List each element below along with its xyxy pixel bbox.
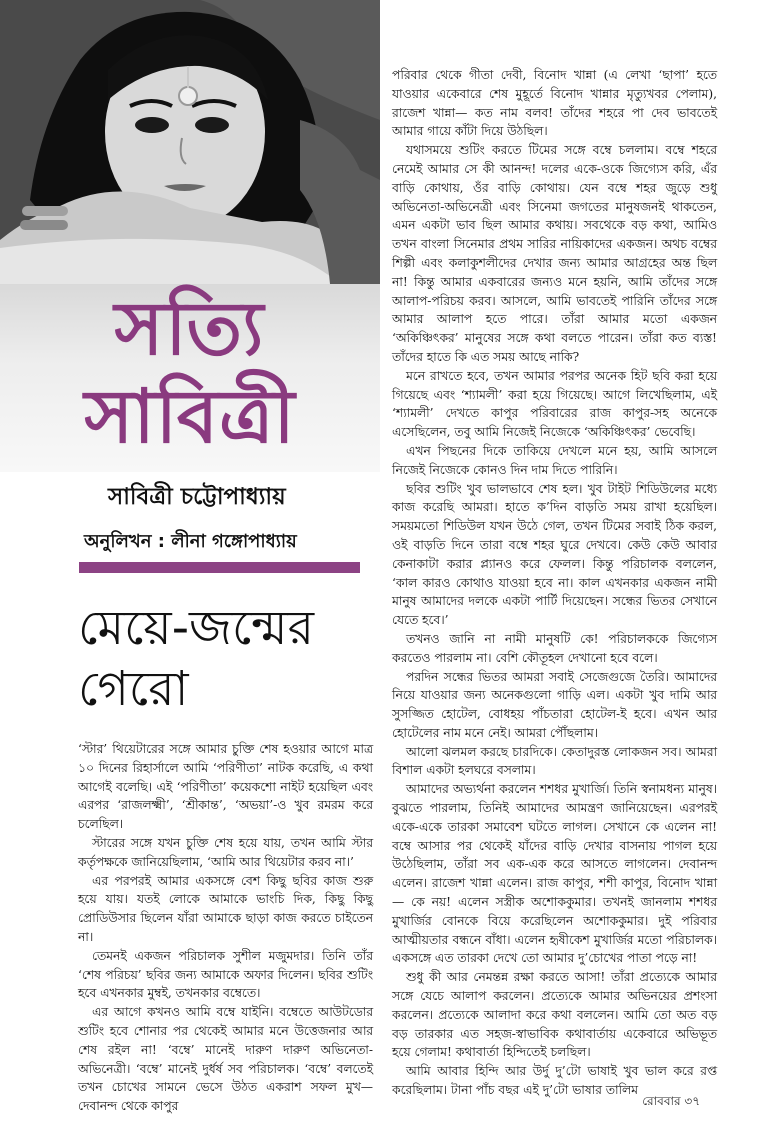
transcriber-credit: অনুলিখন : লীনা গঙ্গোপাধ্যায় [84, 531, 297, 552]
paragraph: এর পরপরই আমার একসঙ্গে বেশ কিছু ছবির কাজ শুরু হয়ে যায়। যতই লোকে আমাকে ভাংচি দিক, কিছু কিছু প্রোডিউসার ছিলেন যাঁরা আমাকে ছাড়া কাজ করতে চাইতেন না। [78, 873, 373, 944]
author-byline: সাবিত্রী চট্টোপাধ্যায় [108, 484, 286, 510]
chapter-headline [78, 598, 378, 721]
paragraph: যথাসময়ে শুটিং করতে টিমের সঙ্গে বম্বে চললাম। বম্বে শহরে নেমেই আমার সে কী আনন্দ! দলের একে-ওকে জিগ্যেস করি, এঁর বাড়ি কোথায়, ওঁর বাড়ি কোথায়। যেন বম্বে শহর জুড়ে শুধু অভিনেতা-অভিনেত্রী এবং সিনেমা জগতের মানুষজনই থাকতেন, এমন একটা ভাব ছিল আমার কথায়। সবথেকে বড় কথা, আমিও তখন বাংলা সিনেমার প্রথম সারির নায়িকাদের একজন। অথচ বম্বের শিল্পী এবং কলাকুশলীদের দেখার জন্য আমার আগ্রহের অন্ত ছিল না! কিন্তু আমার একবারের জন্যও মনে হয়নি, আমি তাঁদের সঙ্গে আলাপ-পরিচয় করব। আসলে, আমি ভাবতেই পারিনি তাঁদের সঙ্গে আমার আলাপ হতে পারে। তাঁরা আমার মতো একজন ‘অকিঞ্চিৎকর’ মানুষের সঙ্গে কথা বলতে পারেন। তাঁরা কত ব্যস্ত! তাঁদের হাতে কি এত সময় আছে নাকি? [392, 143, 717, 364]
paragraph: আমাদের অভ্যর্থনা করলেন শশধর মুখার্জি। তিনি স্বনামধন্য মানুষ। বুঝতে পারলাম, তিনিই আমাদের আমন্ত্রণ জানিয়েছেন। এরপরই একে-একে তারকা সমাবেশ ঘটতে লাগল। সেখানে কে এলেন না! বম্বে আসার পর থেকেই যাঁদের বাড়ি দেখার বাসনায় পাগল হয়ে উঠেছিলাম, তাঁরা সব এক-এক করে আসতে লাগলেন। দেবানন্দ এলেন। রাজেশ খান্না এলেন। রাজ কাপুর, শশী কাপুর, বিনোদ খান্না— কে নয়! এলেন সস্ত্রীক অশোককুমার। তখনই জানলাম শশধর মুখার্জির বোনকে বিয়ে করেছিলেন অশোককুমার। দুই পরিবার আত্মীয়তার বন্ধনে বাঁধা। এলেন হৃষীকেশ মুখার্জির মতো পরিচালক। একসঙ্গে এত তারকা দেখে তো আমার দু’চোখের পাতা পড়ে না! [392, 782, 717, 966]
paragraph: স্টারের সঙ্গে যখন চুক্তি শেষ হয়ে যায়, তখন আমি স্টার কর্তৃপক্ষকে জানিয়েছিলাম, ‘আমি আর থিয়েটার করব না।’ [78, 835, 373, 869]
paragraph: আলো ঝলমল করছে চারদিকে। কেতাদুরস্ত লোকজন সব। আমরা বিশাল একটা হলঘরে বসলাম। [392, 744, 717, 778]
paragraph: এর আগে কখনও আমি বম্বে যাইনি। বম্বেতে আউটডোর শুটিং হবে শোনার পর থেকেই আমার মনে উত্তেজনার আর শেষ রইল না! ‘বম্বে’ মানেই দারুণ দারুণ অভিনেতা-অভিনেত্রী। ‘বম্বে’ মানেই দুর্ধর্ষ সব পরিচালক। ‘বম্বে’ বলতেই তখন চোখের সামনে ভেসে উঠত একরাশ সফল মুখ— দেবানন্দ থেকে কাপুর [78, 1005, 373, 1114]
chapter-headline-line-1: মেয়ে-জন্মের [78, 600, 314, 656]
paragraph: পরিবার থেকে গীতা দেবী, বিনোদ খান্না (এ লেখা ‘ছাপা’ হতে যাওয়ার একেবারে শেষ মুহূর্তে বিনোদ খান্নার মৃত্যুখবর পেলাম), রাজেশ খান্না— কত নাম বলব! তাঁদের শহরে পা দেব ভাবতেই আমার গায়ে কাঁটা দিয়ে উঠছিল। [392, 68, 717, 139]
paragraph: মনে রাখতে হবে, তখন আমার পরপর অনেক হিট ছবি করা হয়ে গিয়েছে এবং ‘শ্যামলী’ করা হয়ে গিয়েছে। আগে লিখেছিলাম, এই ‘শ্যামলী’ দেখতে কাপুর পরিবারের রাজ কাপুর-সহ অনেকে এসেছিলেন, তবু আমি নিজেই নিজেকে ‘অকিঞ্চিৎকর’ ভেবেছি। [392, 368, 717, 440]
paragraph: পরদিন সন্ধের ভিতর আমরা সবাই সেজেগুজে তৈরি। আমাদের নিয়ে যাওয়ার জন্য অনেকগুলো গাড়ি এল। একটা খুব দামি আর সুসজ্জিত হোটেল, বোধহয় পাঁচতারা হোটেল-ই হবে। এখন আর হোটেলের নাম মনে নেই। আমরা পৌঁছলাম। [392, 669, 717, 740]
paragraph: তেমনই একজন পরিচালক সুশীল মজুমদার। তিনি তাঁর ‘শেষ পরিচয়’ ছবির জন্য আমাকে অফার দিলেন। ছবির শুটিং হবে এখনকার মুম্বই, তখনকার বম্বেতে। [78, 948, 373, 1001]
portrait-photo [0, 0, 380, 284]
paragraph: আমি আবার হিন্দি আর উর্দু দু’টো ভাষাই খুব ভাল করে রপ্ত করেছিলাম। টানা পাঁচ বছর এই দু’টো ভাষার তালিম [392, 1064, 717, 1098]
purple-divider [79, 562, 360, 573]
article-title-line-1: সত্যি [114, 286, 266, 372]
paragraph: শুধু কী আর নেমন্তন্ন রক্ষা করতে আসা! তাঁরা প্রত্যেকে আমার সঙ্গে যেচে আলাপ করলেন। প্রত্যেকে আমার অভিনয়ের প্রশংসা করলেন। প্রত্যেকে আলাদা করে কথা বললেন। আমি তো অত বড় বড় তারকার এত সহজ-স্বাভাবিক কথাবার্তায় একেবারে অভিভূত হয়ে গেলাম! কথাবার্তা হিন্দিতেই চলছিল। [392, 970, 717, 1060]
chapter-headline-line-2: গেরো [78, 661, 189, 718]
body-column-right [392, 66, 717, 1100]
portrait-illustration [0, 0, 380, 284]
article-title-line-2: সাবিত্রী [84, 374, 296, 460]
paragraph: এখন পিছনের দিকে তাকিয়ে দেখলে মনে হয়, আমি আসলে নিজেই নিজেকে কোনও দিন দাম দিতে পারিনি। [392, 443, 717, 477]
paragraph: ‘স্টার’ থিয়েটারের সঙ্গে আমার চুক্তি শেষ হওয়ার আগে মাত্র ১০ দিনের রিহার্সালে আমি ‘পরিণীতা’ নাটক করেছি, এ কথা আগেই বলেছি। এই ‘পরিণীতা’ কয়েকশো নাইট হয়েছিল এবং এরপর ‘রাজলক্ষ্মী’, ‘শ্রীকান্ত’, ‘অভয়া’-ও খুব রমরম করে চলেছিল। [78, 742, 373, 832]
body-column-left [78, 740, 373, 1116]
paragraph: ছবির শুটিং খুব ভালভাবে শেষ হল। খুব টাইট শিডিউলের মধ্যে কাজ করেছি আমরা। হাতে ক’দিন বাড়তি সময় রাখা হয়েছিল। সময়মতো শিডিউল যখন উঠে গেল, তখন টিমের সবাই ঠিক করল, ওই বাড়তি দিনে তারা বম্বে শহর ঘুরে দেখবে। কেউ কেউ আবার কেনাকাটা করার প্ল্যানও করে ফেলল। কিন্তু পরিচালক বললেন, ‘কাল কারও কোথাও যাওয়া হবে না। কাল এখনকার একজন নামী মানুষ আমাদের দলকে একটা পার্টি দিয়েছেন। সন্ধের ভিতর সেখানে যেতে হবে।’ [392, 481, 717, 628]
page-folio: রোববার ৩৭ [642, 1094, 700, 1108]
title-block [0, 284, 380, 472]
paragraph: তখনও জানি না নামী মানুষটি কে! পরিচালককে জিগ্যেস করতেও পারলাম না। বেশি কৌতূহল দেখানো হবে বলে। [392, 631, 717, 665]
